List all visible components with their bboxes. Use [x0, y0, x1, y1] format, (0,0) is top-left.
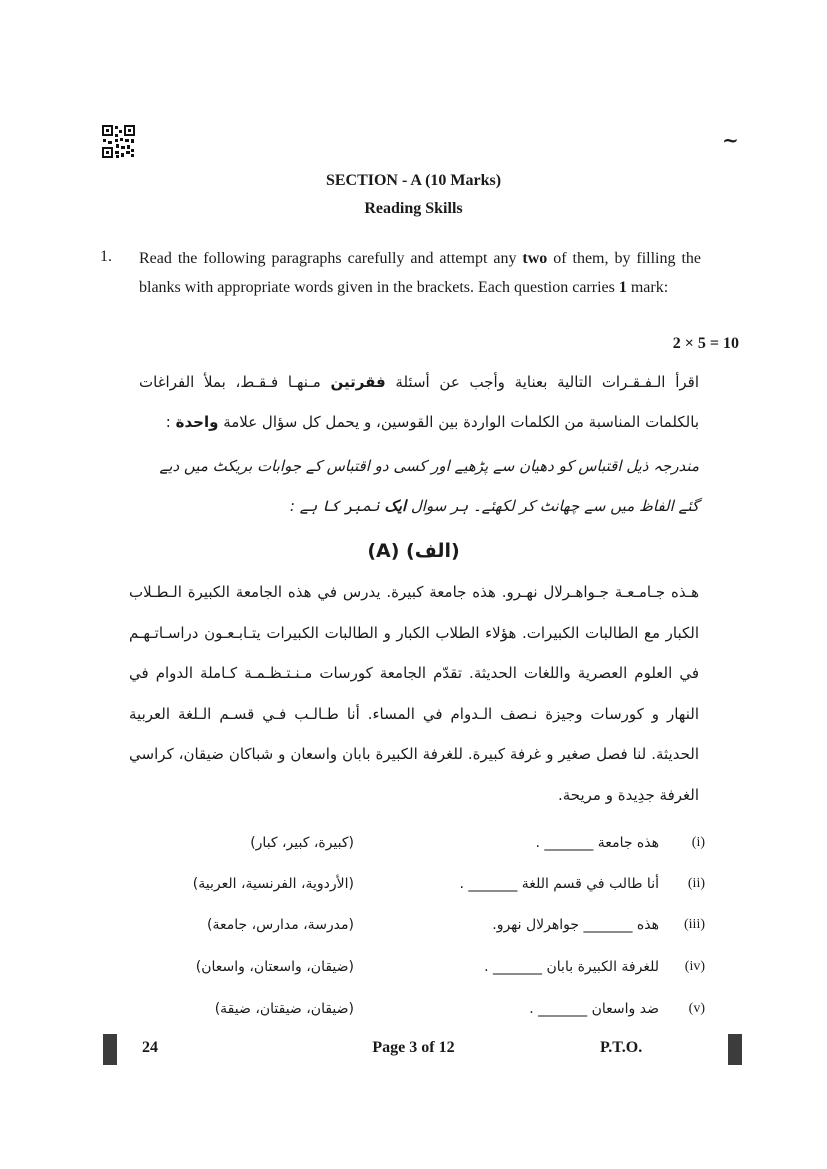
corner-mark: ~	[722, 128, 739, 152]
qr-code-icon	[101, 124, 136, 159]
item-question: أنا طالب في قسم اللغة _______ .	[459, 876, 659, 892]
passage-text: هـذه جـامـعـة جـواهـرلال نهـرو. هذه جامعة كبيرة. يدرس في هذه الجامعة الكبيرة الـطـلاب الكبار مع الطالبات الكبيرات. هؤلاء الطلاب الكبار و الطالبات الكبيرات يتـابـعـون دراسـاتـهـم في العلوم العصرية واللغات الحديثة. تقدّم الجامعة كورسات مـنـتـظـمـة كـاملة الدوام في النهار و كورسات وجيزة نـصف الـدوام في المساء. أنا طـالـب فـي قسـم الـلغة العربية الحديثة. لنا فصل صغير و غرفة كبيرة. للغرفة الكبيرة بابان واسعان و شباكان ضيقان، كراسي الغرفة جدِيدة و مريحة.	[129, 583, 699, 804]
item-options: (الأردوية، الفرنسية، العربية)	[192, 876, 354, 892]
passage-heading: (A) (الف)	[367, 540, 460, 562]
item-number: (ii)	[687, 876, 705, 891]
item-number: (v)	[688, 1001, 705, 1016]
item-question: للغرفة الكبيرة بابان _______ .	[484, 959, 659, 975]
footer-right-bar	[728, 1034, 742, 1065]
item-number: (iii)	[684, 917, 705, 932]
pto-label: P.T.O.	[600, 1039, 643, 1056]
item-question: ضد واسعان _______ .	[529, 1001, 659, 1017]
urdu-instructions: مندرجہ ذیل اقتباس کو دھیان سے پڑھیے اور کسی دو اقتباس کے جوابات بریکٹ میں دیے گئے الفاظ میں سے چھانٹ کر لکھئے۔ ہر سوال ایک نمبر کا ہے :	[159, 457, 699, 515]
item-options: (ضيقان، ضيقتان، ضيقة)	[214, 1001, 354, 1017]
section-title: SECTION - A (10 Marks)	[325, 172, 502, 189]
paper-code: 24	[142, 1039, 158, 1056]
arabic-instructions: اقرأ الـفـقـرات التالية بعناية وأجب عن أسئلة فقرتين مـنهـا فـقـط، بملأ الفراغات بالكلمات المناسبة من الكلمات الواردة بين القوسين، و يحمل كل سؤال علامة واحدة :	[139, 373, 699, 431]
section-subtitle: Reading Skills	[364, 200, 463, 217]
item-number: (i)	[691, 835, 705, 850]
item-number: (iv)	[684, 959, 705, 974]
question-text: Read the following paragraphs carefully and attempt any two of them, by filling the blanks with appropriate words given in the brackets. Each question carries 1 mark:	[139, 250, 701, 296]
item-options: (مدرسة، مدارس، جامعة)	[207, 917, 354, 933]
item-question: هذه _______ جواهرلال نهرو.	[492, 917, 659, 933]
question-marks: 2 × 5 = 10	[672, 335, 739, 352]
page-number: Page 3 of 12	[372, 1039, 455, 1056]
question-number: 1.	[100, 248, 112, 265]
item-question: هذه جامعة _______ .	[535, 835, 659, 851]
item-options: (ضيقان، واسعتان، واسعان)	[195, 959, 354, 975]
item-options: (كبيرة، كبير، كبار)	[250, 835, 354, 851]
